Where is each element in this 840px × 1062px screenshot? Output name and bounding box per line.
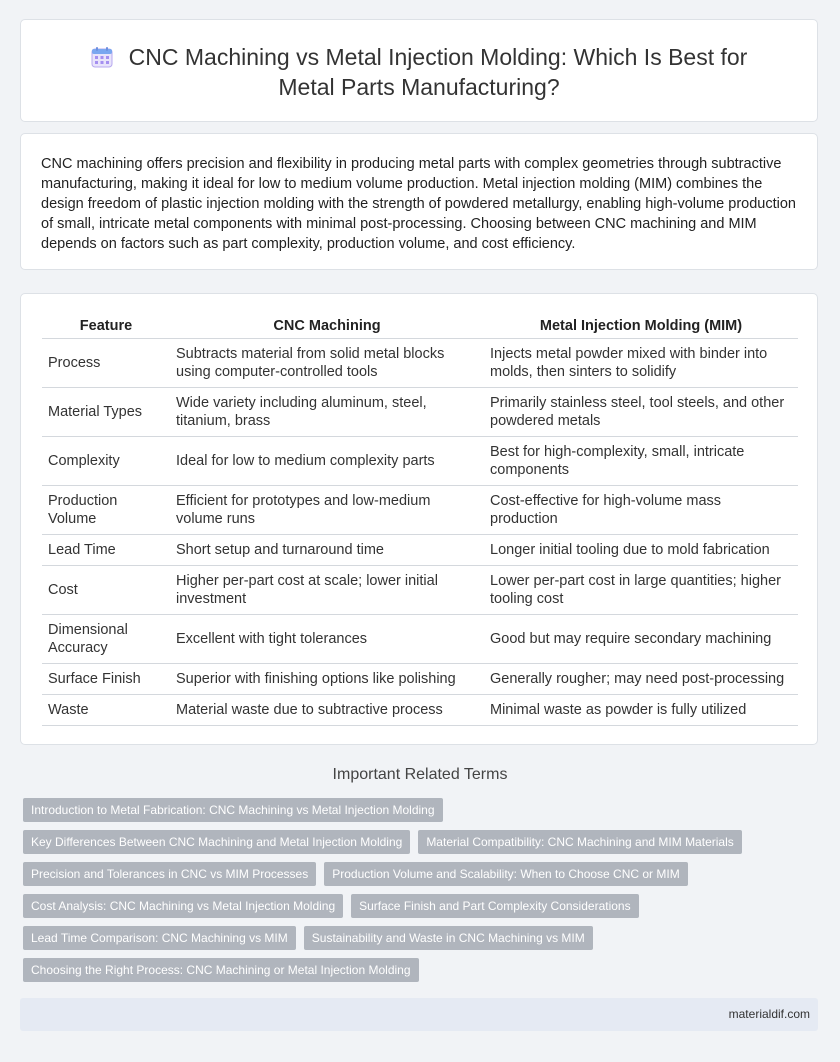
related-term-tag[interactable]: Production Volume and Scalability: When to Choose CNC or MIM <box>324 862 688 886</box>
table-row <box>42 339 798 388</box>
related-term-tag[interactable]: Surface Finish and Part Complexity Considerations <box>351 894 638 918</box>
table-row <box>42 566 798 615</box>
mim-cell: Lower per-part cost in large quantities; higher tooling cost <box>484 566 798 615</box>
mim-cell: Primarily stainless steel, tool steels, and other powdered metals <box>484 388 798 437</box>
mim-cell: Minimal waste as powder is fully utilized <box>484 695 798 726</box>
table-row <box>42 695 798 726</box>
mim-cell: Best for high-complexity, small, intricate components <box>484 437 798 486</box>
mim-cell: Generally rougher; may need post-processing <box>484 664 798 695</box>
title-line-2: Metal Parts Manufacturing? <box>278 74 560 100</box>
table-row <box>42 486 798 535</box>
title-line-1: CNC Machining vs Metal Injection Molding: Which Is Best for <box>128 44 748 70</box>
cnc-cell: Wide variety including aluminum, steel, titanium, brass <box>170 388 484 437</box>
table-row <box>42 437 798 486</box>
footer-bar <box>20 998 818 1031</box>
comparison-card <box>20 293 818 745</box>
intro-card <box>20 133 818 270</box>
feature-cell: Production Volume <box>42 486 170 535</box>
feature-cell: Dimensional Accuracy <box>42 615 170 664</box>
related-term-tag[interactable]: Precision and Tolerances in CNC vs MIM Processes <box>23 862 316 886</box>
mim-cell: Good but may require secondary machining <box>484 615 798 664</box>
related-term-tag[interactable]: Choosing the Right Process: CNC Machining or Metal Injection Molding <box>23 958 419 982</box>
cnc-cell: Material waste due to subtractive process <box>170 695 484 726</box>
mim-cell: Cost-effective for high-volume mass production <box>484 486 798 535</box>
feature-cell: Complexity <box>42 437 170 486</box>
related-term-tag[interactable]: Introduction to Metal Fabrication: CNC Machining vs Metal Injection Molding <box>23 798 443 822</box>
cnc-cell: Superior with finishing options like polishing <box>170 664 484 695</box>
related-term-tag[interactable]: Lead Time Comparison: CNC Machining vs MIM <box>23 926 296 950</box>
feature-cell: Lead Time <box>42 535 170 566</box>
page-title <box>21 42 817 102</box>
related-term-tag[interactable]: Cost Analysis: CNC Machining vs Metal Injection Molding <box>23 894 343 918</box>
feature-cell: Material Types <box>42 388 170 437</box>
header-feature: Feature <box>42 314 170 339</box>
feature-cell: Waste <box>42 695 170 726</box>
cnc-cell: Excellent with tight tolerances <box>170 615 484 664</box>
table-row <box>42 388 798 437</box>
cnc-cell: Ideal for low to medium complexity parts <box>170 437 484 486</box>
feature-cell: Cost <box>42 566 170 615</box>
related-terms-heading: Important Related Terms <box>332 766 508 783</box>
header-mim: Metal Injection Molding (MIM) <box>484 314 798 339</box>
intro-paragraph: CNC machining offers precision and flexibility in producing metal parts with complex geometries through subtractive manufacturing, making it ideal for low to medium volume production. Metal injection molding (MIM) combines the design freedom of plastic injection molding with the strength of powdered metallurgy, enabling high-volume production of small, intricate metal components with minimal post-processing. Choosing between CNC machining and MIM depends on factors such as part complexity, production volume, and cost efficiency. <box>41 156 796 252</box>
cnc-cell: Higher per-part cost at scale; lower initial investment <box>170 566 484 615</box>
comparison-table <box>42 314 798 726</box>
footer-site-link[interactable]: materialdif.com <box>728 1007 810 1021</box>
mim-cell: Injects metal powder mixed with binder into molds, then sinters to solidify <box>484 339 798 388</box>
mim-cell: Longer initial tooling due to mold fabrication <box>484 535 798 566</box>
related-term-tag[interactable]: Key Differences Between CNC Machining and Metal Injection Molding <box>23 830 410 854</box>
table-row <box>42 535 798 566</box>
table-row <box>42 615 798 664</box>
header-cnc: CNC Machining <box>170 314 484 339</box>
table-row <box>42 664 798 695</box>
related-terms-list <box>23 798 813 990</box>
related-term-tag[interactable]: Sustainability and Waste in CNC Machining vs MIM <box>304 926 593 950</box>
header-card <box>20 19 818 122</box>
calendar-icon <box>91 46 113 68</box>
cnc-cell: Efficient for prototypes and low-medium volume runs <box>170 486 484 535</box>
feature-cell: Surface Finish <box>42 664 170 695</box>
feature-cell: Process <box>42 339 170 388</box>
cnc-cell: Subtracts material from solid metal blocks using computer-controlled tools <box>170 339 484 388</box>
related-term-tag[interactable]: Material Compatibility: CNC Machining and MIM Materials <box>418 830 741 854</box>
table-header-row <box>42 314 798 339</box>
cnc-cell: Short setup and turnaround time <box>170 535 484 566</box>
